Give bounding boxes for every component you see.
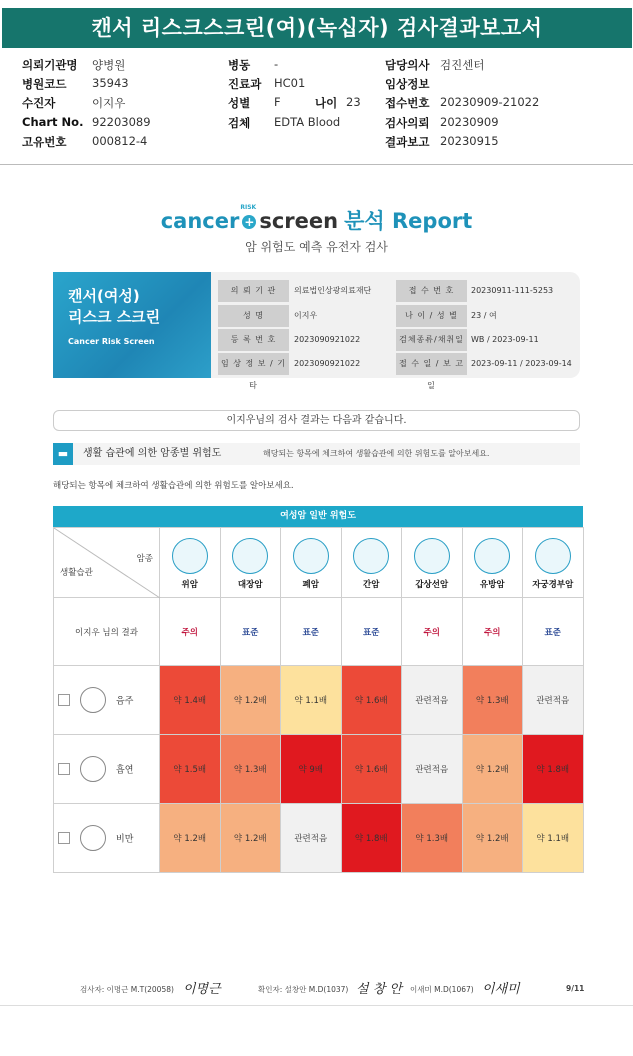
info-value-3-v1: 92203089 — [92, 115, 151, 129]
risk-cell — [281, 666, 342, 735]
risk-value: 약 1.6배 — [354, 765, 388, 775]
info-label-3-l1: Chart No. — [22, 115, 84, 129]
risk-cell — [220, 735, 281, 804]
table-header: 여성암 일반 위험도 — [53, 506, 583, 527]
info-label-4-l1: 고유번호 — [22, 135, 67, 149]
info-label-1-l1: 병원코드 — [22, 77, 67, 91]
habit-name: 음주 — [116, 696, 134, 707]
cancer-column-header — [160, 528, 221, 598]
result-banner: 이지우님의 검사 결과는 다음과 같습니다. — [53, 410, 580, 431]
bottom-divider — [0, 1005, 633, 1006]
result-value: 표준 — [544, 627, 561, 638]
cancer-column-header — [220, 528, 281, 598]
risk-value: 약 1.2배 — [475, 765, 509, 775]
risk-cell — [523, 804, 584, 873]
instruction-note: 해당되는 항목에 체크하여 생활습관에 의한 위험도를 알아보세요. — [53, 481, 294, 491]
tester-signature: 이명근 — [183, 982, 221, 997]
divider — [0, 164, 633, 165]
risk-cell — [523, 735, 584, 804]
card-field-value: WB / 2023-09-11 — [471, 335, 539, 344]
cancer-column-header — [523, 528, 584, 598]
habit-checkbox[interactable] — [58, 694, 70, 706]
cancer-column-header — [281, 528, 342, 598]
result-value: 표준 — [302, 627, 319, 638]
info-value-4-v1: 000812-4 — [92, 134, 148, 148]
cancer-name: 유방암 — [479, 579, 505, 590]
footer — [0, 978, 633, 1000]
risk-value: 약 1.2배 — [173, 834, 207, 844]
info-label-2-l2b: 나이 — [315, 96, 338, 110]
cancer-name: 자궁경부암 — [532, 579, 574, 590]
result-value: 표준 — [242, 627, 259, 638]
risk-plus-icon: RISK + — [240, 204, 257, 229]
bed-icon: ▬ — [53, 443, 73, 465]
result-cell — [160, 598, 221, 666]
habit-row-header — [54, 804, 160, 873]
card-field-value: 의료법인상광의료재단 — [294, 286, 372, 295]
section-title: 생활 습관에 의한 암종별 위험도 — [83, 448, 222, 459]
card-field-value: 2023-09-11 / 2023-09-14 — [471, 359, 572, 368]
card-field-label: 접 수 일 / 보 고 일 — [396, 353, 467, 375]
cancer-column-header — [402, 528, 463, 598]
risk-value: 관련적음 — [415, 765, 449, 775]
risk-value: 약 1.8배 — [536, 765, 570, 775]
result-cell — [462, 598, 523, 666]
risk-value: 약 1.1배 — [294, 696, 328, 706]
risk-cell — [462, 804, 523, 873]
info-label-3-l2: 검체 — [228, 116, 251, 130]
info-value-2-v3: 20230909-21022 — [440, 95, 540, 109]
info-value-3-v2: EDTA Blood — [274, 115, 341, 129]
result-cell — [341, 598, 402, 666]
info-label-2-l2: 성별 — [228, 96, 251, 110]
smoking-icon — [80, 756, 106, 782]
result-cell — [281, 598, 342, 666]
stomach-icon — [172, 538, 208, 574]
page-number: 9/11 — [566, 984, 585, 993]
lung-icon — [293, 538, 329, 574]
risk-cell — [220, 804, 281, 873]
risk-value: 약 1.5배 — [173, 765, 207, 775]
info-value-2-v2b: 23 — [346, 95, 361, 109]
uterus-icon — [535, 538, 571, 574]
risk-value: 약 1.3배 — [415, 834, 449, 844]
confirmer-signature: 설 창 안 — [356, 982, 402, 997]
result-value: 표준 — [363, 627, 380, 638]
info-label-0-l1: 의뢰기관명 — [22, 58, 78, 72]
card-field-label: 의 뢰 기 관 — [218, 280, 289, 302]
risk-cell — [402, 666, 463, 735]
risk-cell — [160, 735, 221, 804]
info-value-3-v3: 20230909 — [440, 115, 499, 129]
card-field-label: 검체종류/채취일 — [396, 329, 467, 351]
card-field-value: 23 / 여 — [471, 311, 497, 320]
info-value-4-v3: 20230915 — [440, 134, 499, 148]
thyroid-icon — [414, 538, 450, 574]
risk-cell — [523, 666, 584, 735]
risk-cell — [281, 804, 342, 873]
doctor-signature: 이새미 — [482, 982, 520, 997]
risk-grid — [53, 527, 584, 873]
result-cell — [523, 598, 584, 666]
intestine-icon — [232, 538, 268, 574]
risk-value: 관련적음 — [415, 696, 449, 706]
risk-cell — [462, 666, 523, 735]
risk-value: 약 1.4배 — [173, 696, 207, 706]
card-title-line2: 리스크 스크린 — [68, 308, 161, 326]
result-row-label: 이지우 님의 결과 — [54, 598, 160, 666]
risk-cell — [402, 804, 463, 873]
patient-card — [53, 272, 580, 390]
card-field-label: 접 수 번 호 — [396, 280, 467, 302]
info-label-1-l3: 임상정보 — [385, 77, 430, 91]
risk-cell — [462, 735, 523, 804]
logo-cancer-text: cancer — [160, 209, 240, 233]
tester-label: 검사자: 이명근 M.T(20058) — [80, 985, 174, 994]
section-header — [53, 443, 580, 465]
info-label-0-l3: 담당의사 — [385, 58, 430, 72]
info-value-2-v1: 이지우 — [92, 96, 126, 110]
risk-cell — [281, 735, 342, 804]
logo-risk-text: RISK — [240, 204, 257, 211]
patient-info-block — [0, 52, 633, 164]
info-label-1-l2: 진료과 — [228, 77, 262, 91]
info-label-4-l3: 결과보고 — [385, 135, 430, 149]
habit-name: 흡연 — [116, 765, 134, 776]
risk-cell — [341, 804, 402, 873]
habit-checkbox[interactable] — [58, 763, 70, 775]
corner-habit-label: 생활습관 — [60, 568, 93, 578]
risk-value: 약 1.1배 — [536, 834, 570, 844]
risk-value: 약 1.8배 — [354, 834, 388, 844]
card-field-label: 나 이 / 성 별 — [396, 305, 467, 327]
habit-row-header — [54, 735, 160, 804]
report-title: 캔서 리스크스크린(여)(녹십자) 검사결과보고서 — [2, 8, 632, 48]
info-value-1-v1: 35943 — [92, 76, 129, 90]
cancer-name: 위암 — [181, 579, 198, 590]
alcohol-icon — [80, 687, 106, 713]
card-field-value: 이지우 — [294, 311, 318, 320]
info-value-2-v2: F — [274, 95, 281, 109]
risk-value: 약 1.3배 — [475, 696, 509, 706]
report-subtitle: 암 위험도 예측 유전자 검사 — [245, 240, 388, 254]
card-field-label: 등 록 번 호 — [218, 329, 289, 351]
cancer-name: 대장암 — [237, 579, 263, 590]
cancer-screen-logo — [0, 205, 633, 235]
risk-value: 약 1.6배 — [354, 696, 388, 706]
card-title-english: Cancer Risk Screen — [68, 337, 155, 346]
info-value-0-v3: 검진센터 — [440, 58, 485, 72]
card-brand-panel — [53, 272, 211, 378]
cancer-column-header — [341, 528, 402, 598]
habit-row-header — [54, 666, 160, 735]
info-value-0-v2: - — [274, 57, 279, 71]
card-field-value: 20230911-111-5253 — [471, 286, 554, 295]
risk-value: 약 1.2배 — [475, 834, 509, 844]
obesity-icon — [80, 825, 106, 851]
card-field-label: 성 명 — [218, 305, 289, 327]
risk-value: 관련적음 — [536, 696, 570, 706]
info-label-3-l3: 검사의뢰 — [385, 116, 430, 130]
result-value: 주의 — [484, 627, 501, 638]
info-value-0-v1: 양병원 — [92, 58, 126, 72]
risk-value: 관련적음 — [294, 834, 328, 844]
info-value-1-v2: HC01 — [274, 76, 306, 90]
result-cell — [402, 598, 463, 666]
risk-value: 약 1.2배 — [233, 696, 267, 706]
risk-value: 약 1.2배 — [233, 834, 267, 844]
risk-value: 약 1.3배 — [233, 765, 267, 775]
result-value: 주의 — [423, 627, 440, 638]
cancer-column-header — [462, 528, 523, 598]
risk-value: 약 9배 — [298, 765, 324, 775]
info-label-2-l3: 접수번호 — [385, 96, 430, 110]
corner-cancer-label: 암종 — [136, 554, 153, 564]
risk-cell — [160, 666, 221, 735]
risk-cell — [402, 735, 463, 804]
card-field-value: 2023090921022 — [294, 359, 361, 368]
risk-cell — [220, 666, 281, 735]
risk-table — [53, 506, 583, 873]
info-label-0-l2: 병동 — [228, 58, 251, 72]
liver-icon — [353, 538, 389, 574]
result-value: 주의 — [181, 627, 198, 638]
habit-checkbox[interactable] — [58, 832, 70, 844]
logo-report-text: 분석 Report — [344, 209, 473, 233]
card-field-label: 임 상 정 보 / 기 타 — [218, 353, 289, 375]
cancer-name: 갑상선암 — [415, 579, 449, 590]
risk-cell — [341, 666, 402, 735]
habit-name: 비만 — [116, 834, 134, 845]
confirmer-label: 확인자: 설창안 M.D(1037) — [258, 985, 349, 994]
cancer-name: 간암 — [363, 579, 380, 590]
card-field-value: 2023090921022 — [294, 335, 361, 344]
cancer-name: 폐암 — [302, 579, 319, 590]
risk-cell — [341, 735, 402, 804]
info-label-2-l1: 수진자 — [22, 96, 56, 110]
section-description: 해당되는 항목에 체크하여 생활습관에 의한 위험도를 알아보세요. — [263, 449, 490, 458]
logo-screen-text: screen — [259, 209, 339, 233]
risk-cell — [160, 804, 221, 873]
result-cell — [220, 598, 281, 666]
card-title-line1: 캔서(여성) — [68, 287, 140, 305]
table-corner — [54, 528, 160, 598]
doctor-label: 이새미 M.D(1067) — [410, 985, 474, 994]
breast-icon — [474, 538, 510, 574]
